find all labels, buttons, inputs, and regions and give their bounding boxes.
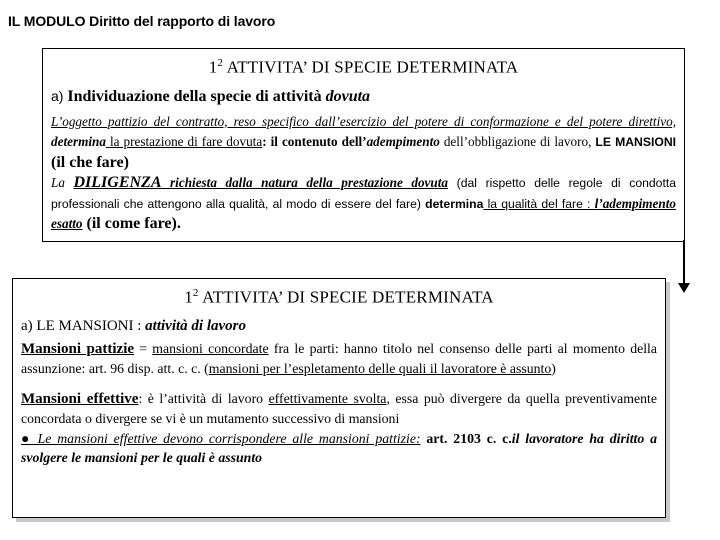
module-header: IL MODULO Diritto del rapporto di lavoro — [8, 13, 276, 29]
box1-title: $1^2$ ATTIVITA’ DI SPECIE DETERMINATA — [208, 57, 519, 77]
box1-paragraph-1: L’oggetto pattizio del contratto, reso specifico dall’esercizio del potere di conformazione e del potere direttivo, determina la prestazione di fare dovuta: il contenuto dell’adempimento dell’obbligazione di lavoro, LE MANSIONI (il che fare) — [51, 113, 677, 171]
box1-subtitle: a) Individuazione della specie di attività dovuta — [51, 87, 371, 105]
box2-paragraph-1: Mansioni pattizie = mansioni concordate fra le parti: hanno titolo nel consenso delle parti al momento della assunzione: art. 96 disp. att. c. c. (mansioni per l’espletamento delle quali il lavoratore è assunto) — [21, 340, 658, 377]
down-arrow-icon — [677, 240, 691, 294]
box2-paragraph-2: Mansioni effettive: è l’attività di lavoro effettivamente svolta, essa può divergere da quella preventivamente concordata o divergere se vi è un mutamento successivo di mansioni ● Le mansioni effettive devono corrispondere alle mansioni pattizie: art. 2103 c. c.il lavoratore ha diritto a svolgere le mansioni per le quali è assunto — [21, 390, 658, 466]
box2-title: $1^2$ ATTIVITA’ DI SPECIE DETERMINATA — [184, 287, 494, 307]
box1-paragraph-2: La DILIGENZA richiesta dalla natura della prestazione dovuta (dal rispetto delle regole di condotta professionali che attengono alla qualità, al modo di essere del fare) determina la qualità del fare : l’adempimento esatto (il come fare). — [51, 174, 676, 233]
slide-box-1 — [42, 48, 685, 242]
box2-subtitle: a) LE MANSIONI : attività di lavoro — [21, 317, 246, 334]
slide-box-2 — [12, 278, 666, 518]
